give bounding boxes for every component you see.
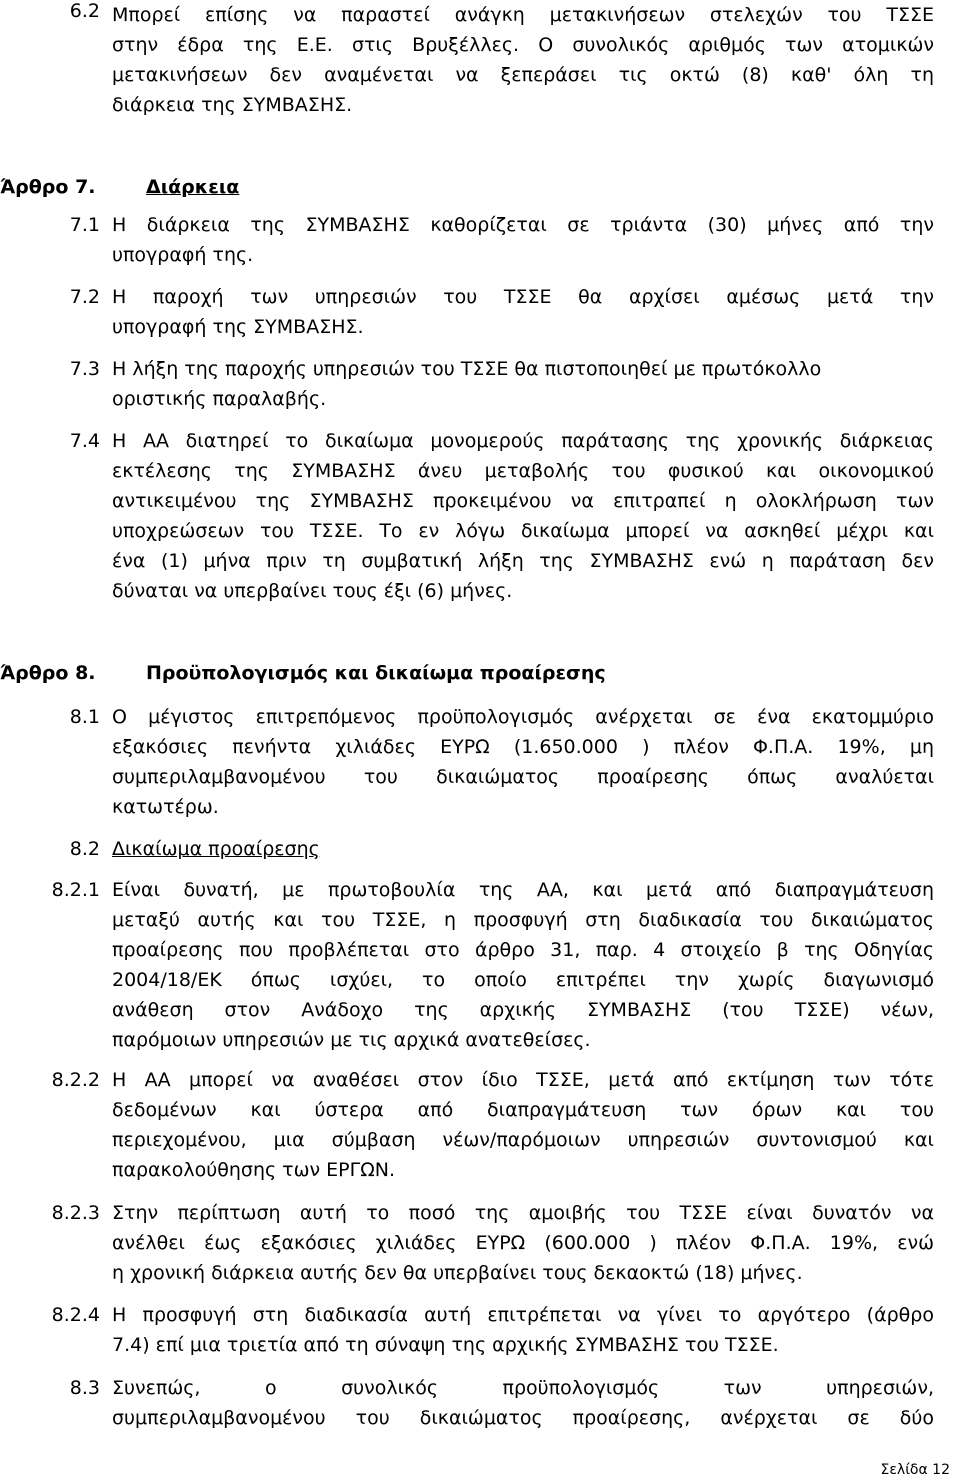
- section-text: Η διάρκεια της ΣΥΜΒΑΣΗΣ καθορίζεται σε τριάντα (30) μήνες από την υπογραφή της.: [112, 214, 934, 266]
- section-number: 7.4: [69, 430, 100, 452]
- section-text: Η λήξη της παροχής υπηρεσιών του ΤΣΣΕ θα πιστοποιηθεί με πρωτόκολλο οριστικής παραλαβής.: [112, 358, 822, 410]
- section-number: 8.2.3: [51, 1202, 100, 1224]
- section-text: Η προσφυγή στη διαδικασία αυτή επιτρέπεται να γίνει το αργότερο (άρθρο 7.4) επί μια τριετία από τη σύναψη της αρχικής ΣΥΜΒΑΣΗΣ του ΤΣΣΕ.: [112, 1304, 934, 1356]
- article-title: Διάρκεια: [146, 176, 240, 198]
- section-text: Η ΑΑ μπορεί να αναθέσει στον ίδιο ΤΣΣΕ, μετά από εκτίμηση των τότε δεδομένων και ύστερα από διαπραγμάτευση των όρων και του περιεχομένου, μια σύμβαση νέων/παρόμοιων υπηρεσιών συντονισμού και παρακολούθησης των ΕΡΓΩΝ.: [112, 1069, 934, 1181]
- section-text: Είναι δυνατή, με πρωτοβουλία της ΑΑ, και μετά από διαπραγμάτευση μεταξύ αυτής και του ΤΣΣΕ, η προσφυγή στη διαδικασία του δικαιώματος προαίρεσης που προβλέπεται στο άρθρο 31, παρ. 4 στοιχείο β της Οδηγίας 2004/18/ΕΚ όπως ισχύει, το οποίο επιτρέπει την χωρίς διαγωνισμό ανάθεση στον Ανάδοχο της αρχικής ΣΥΜΒΑΣΗΣ (του ΤΣΣΕ) νέων, παρόμοιων υπηρεσιών με τις αρχικά ανατεθείσες.: [112, 879, 934, 1051]
- article-title: Προϋπολογισμός και δικαίωμα προαίρεσης: [146, 662, 606, 684]
- section-text: Η ΑΑ διατηρεί το δικαίωμα μονομερούς παράτασης της χρονικής διάρκειας εκτέλεσης της ΣΥΜΒΑΣΗΣ άνευ μεταβολής του φυσικού και οικονομικού αντικειμένου της ΣΥΜΒΑΣΗΣ προκειμένου να επιτραπεί η ολοκλήρωση των υποχρεώσεων του ΤΣΣΕ. Το εν λόγω δικαίωμα μπορεί να ασκηθεί μέχρι και ένα (1) μήνα πριν τη συμβατική λήξη της ΣΥΜΒΑΣΗΣ ενώ η παράταση δεν δύναται να υπερβαίνει τους έξι (6) μήνες.: [112, 430, 934, 602]
- article-label: Άρθρο 7.: [0, 176, 96, 198]
- section-number: 7.3: [69, 358, 100, 380]
- section-text: Δικαίωμα προαίρεσης: [112, 838, 320, 860]
- section-number: 8.1: [69, 706, 100, 728]
- section-text: Συνεπώς, ο συνολικός προϋπολογισμός των υπηρεσιών, συμπεριλαμβανομένου του δικαιώματος προαίρεσης, ανέρχεται σε δύο: [112, 1377, 934, 1429]
- section-number: 7.2: [69, 286, 100, 308]
- section-text: Μπορεί επίσης να παραστεί ανάγκη μετακινήσεων στελεχών του ΤΣΣΕ στην έδρα της Ε.Ε. στις Βρυξέλλες. Ο συνολικός αριθμός των ατομικών μετακινήσεων δεν αναμένεται να ξεπεράσει τις οκτώ (8) καθ' όλη τη διάρκεια της ΣΥΜΒΑΣΗΣ.: [112, 4, 934, 116]
- section-number: 8.2.4: [51, 1304, 100, 1326]
- section-number: 8.2: [69, 838, 100, 860]
- section-number: 6.2: [69, 0, 100, 22]
- section-text: Η παροχή των υπηρεσιών του ΤΣΣΕ θα αρχίσει αμέσως μετά την υπογραφή της ΣΥΜΒΑΣΗΣ.: [112, 286, 934, 338]
- page-number: Σελίδα 12: [880, 1462, 950, 1478]
- section-number: 8.3: [69, 1377, 100, 1399]
- section-number: 8.2.2: [51, 1069, 100, 1091]
- section-text: Στην περίπτωση αυτή το ποσό της αμοιβής του ΤΣΣΕ είναι δυνατόν να ανέλθει έως εξακόσιες χιλιάδες ΕΥΡΩ (600.000 ) πλέον Φ.Π.Α. 19%, ενώ η χρονική διάρκεια αυτής δεν θα υπερβαίνει τους δεκαοκτώ (18) μήνες.: [112, 1202, 934, 1284]
- section-number: 7.1: [69, 214, 100, 236]
- section-text: Ο μέγιστος επιτρεπόμενος προϋπολογισμός ανέρχεται σε ένα εκατομμύριο εξακόσιες πενήντα χιλιάδες ΕΥΡΩ (1.650.000 ) πλέον Φ.Π.Α. 19%, μη συμπεριλαμβανομένου του δικαιώματος προαίρεσης όπως αναλύεται κατωτέρω.: [112, 706, 934, 818]
- section-number: 8.2.1: [51, 879, 100, 901]
- article-label: Άρθρο 8.: [0, 662, 96, 684]
